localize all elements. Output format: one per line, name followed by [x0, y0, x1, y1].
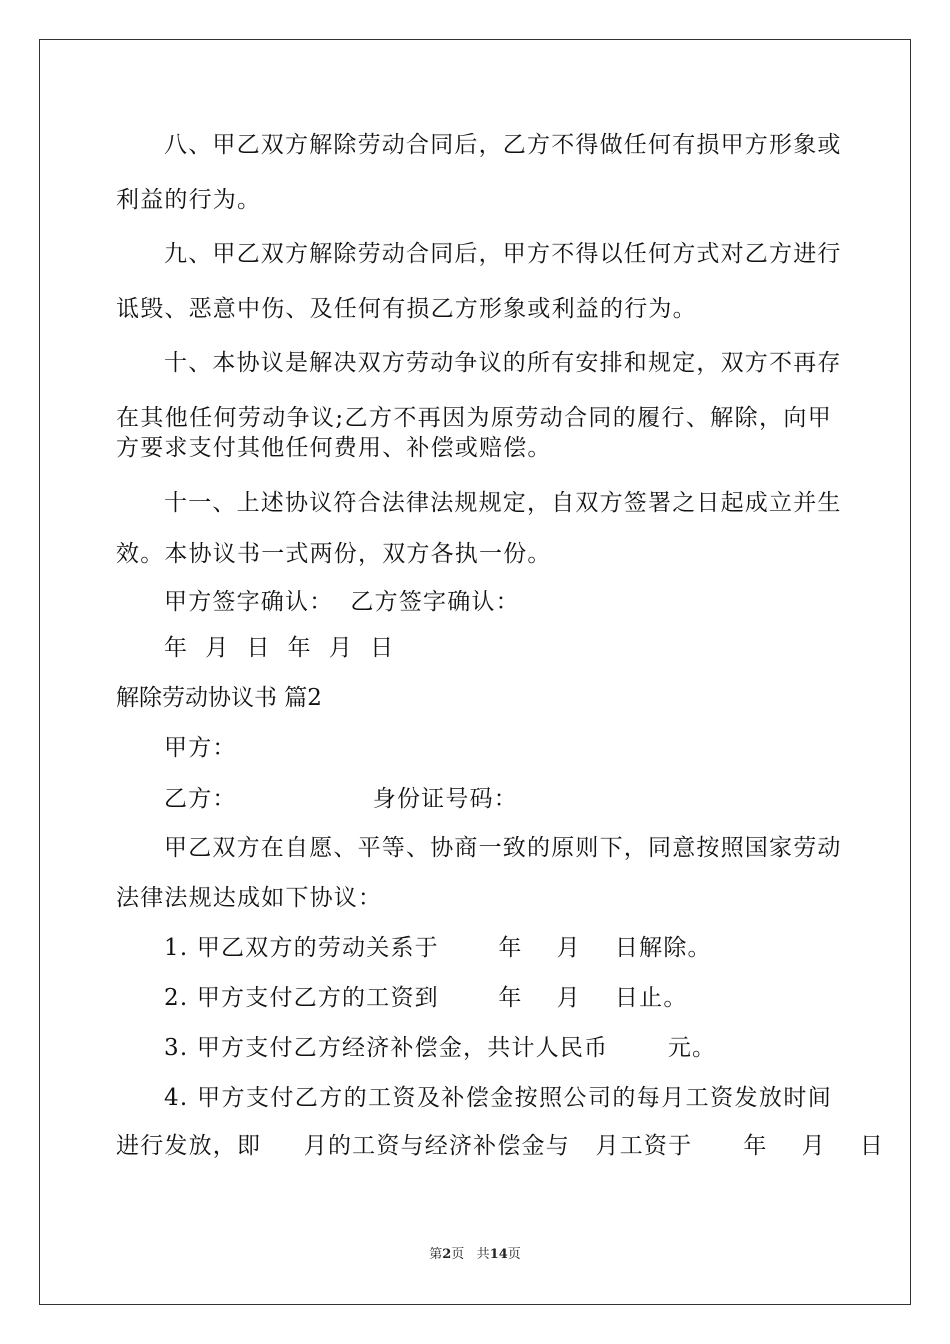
intro-line-1: 甲乙双方在自愿、平等、协商一致的原则下，同意按照国家劳动 [164, 835, 842, 861]
paragraph-8-line-1: 八、甲乙双方解除劳动合同后，乙方不得做任何有损甲方形象或 [164, 132, 842, 158]
signature-line: 甲方签字确认： 乙方签字确认： [164, 589, 520, 615]
clause-4-line-1: 4. 甲方支付乙方的工资及补偿金按照公司的每月工资发放时间 [164, 1085, 832, 1111]
date-line: 年 月 日 年 月 日 [164, 635, 395, 661]
paragraph-10-line-1: 十、本协议是解决双方劳动争议的所有安排和规定，双方不再存 [164, 350, 842, 376]
paragraph-10-line-2: 在其他任何劳动争议;乙方不再因为原劳动合同的履行、解除，向甲 [116, 405, 832, 431]
page-suffix: 页 [451, 1247, 465, 1262]
clause-2: 2. 甲方支付乙方的工资到 年 月 日止。 [164, 985, 688, 1011]
paragraph-9-line-2: 诋毁、恶意中伤、及任何有损乙方形象或利益的行为。 [116, 296, 697, 322]
party-a-field: 甲方： [164, 735, 237, 761]
paragraph-10-line-3: 方要求支付其他任何费用、补偿或赔偿。 [116, 435, 552, 461]
page-number: 2 [442, 1247, 452, 1262]
clause-1: 1. 甲乙双方的劳动关系于 年 月 日解除。 [164, 935, 712, 961]
total-prefix: 共 [476, 1247, 490, 1262]
clause-3: 3. 甲方支付乙方经济补偿金，共计人民币 元。 [164, 1035, 717, 1061]
page-border [39, 39, 911, 1305]
paragraph-9-line-1: 九、甲乙双方解除劳动合同后，甲方不得以任何方式对乙方进行 [164, 241, 842, 267]
party-b-field: 乙方： 身份证号码： [164, 786, 518, 812]
paragraph-8-line-2: 利益的行为。 [116, 187, 262, 213]
total-pages: 14 [489, 1247, 508, 1262]
paragraph-11-line-1: 十一、上述协议符合法律法规规定，自双方签署之日起成立并生 [164, 490, 842, 516]
page-prefix: 第 [429, 1247, 443, 1262]
paragraph-11-line-2: 效。本协议书一式两份，双方各执一份。 [116, 541, 552, 567]
total-suffix: 页 [507, 1247, 521, 1262]
section-heading: 解除劳动协议书 篇2 [116, 685, 322, 711]
intro-line-2: 法律法规达成如下协议： [116, 885, 383, 911]
clause-4-line-2: 进行发放，即 月的工资与经济补偿金与 月工资于 年 月 日 [116, 1133, 885, 1159]
page-footer [0, 1246, 950, 1264]
